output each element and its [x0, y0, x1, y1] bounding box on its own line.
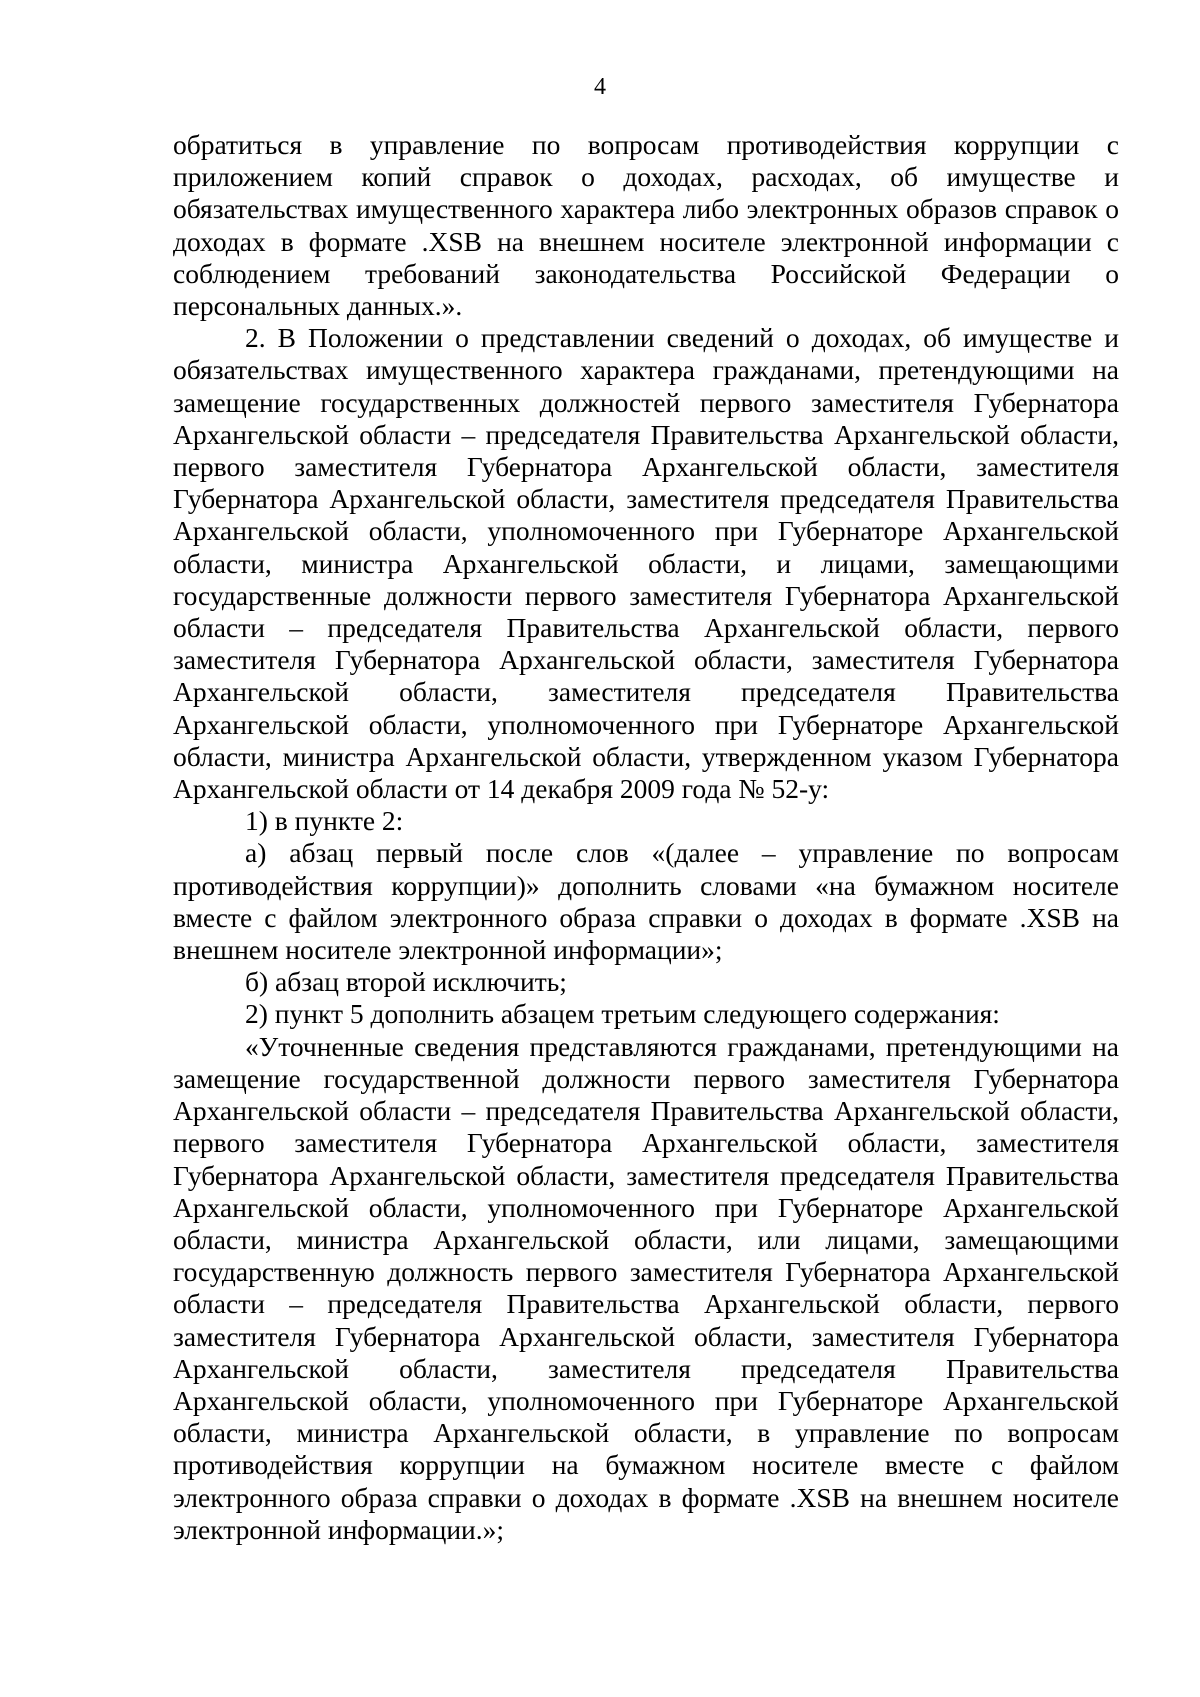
paragraph-subitem-2: 2) пункт 5 дополнить абзацем третьим следующего содержания:: [245, 998, 1000, 1030]
paragraph-subitem-b: б) абзац второй исключить;: [245, 966, 567, 998]
paragraph-item-2: 2. В Положении о представлении сведений о доходах, об имуществе и обязательствах имущественного характера гражданами, претендующими на замещение государственных должностей первого заместителя Губернатора Архангельской области – председателя Правительства Архангельской области, первого заместителя Губернатора Архангельской области, заместителя Губернатора Архангельской области, заместителя председателя Правительства Архангельской области, уполномоченного при Губернаторе Архангельской области, министра Архангельской области, и лицами, замещающими государственные должности первого заместителя Губернатора Архангельской области – председателя Правительства Архангельской области, первого заместителя Губернатора Архангельской области, заместителя Губернатора Архангельской области, заместителя председателя Правительства Архангельской области, уполномоченного при Губернаторе Архангельской области, министра Архангельской области, утвержденном указом Губернатора Архангельской области от 14 декабря 2009 года № 52-у:: [173, 322, 1119, 805]
paragraph-quoted-text: «Уточненные сведения представляются гражданами, претендующими на замещение государственной должности первого заместителя Губернатора Архангельской области – председателя Правительства Архангельской области, первого заместителя Губернатора Архангельской области, заместителя Губернатора Архангельской области, заместителя председателя Правительства Архангельской области, уполномоченного при Губернаторе Архангельской области, министра Архангельской области, или лицами, замещающими государственную должность первого заместителя Губернатора Архангельской области – председателя Правительства Архангельской области, первого заместителя Губернатора Архангельской области, заместителя Губернатора Архангельской области, заместителя председателя Правительства Архангельской области, уполномоченного при Губернаторе Архангельской области, министра Архангельской области, в управление по вопросам противодействия коррупции на бумажном носителе вместе с файлом электронного образа справки о доходах в формате .XSB на внешнем носителе электронной информации.»;: [173, 1030, 1119, 1545]
document-body: [173, 129, 1119, 1546]
paragraph-continuation: обратиться в управление по вопросам противодействия коррупции с приложением копий справок о доходах, расходах, об имуществе и обязательствах имущественного характера либо электронных образов справок о доходах в формате .XSB на внешнем носителе электронной информации с соблюдением требований законодательства Российской Федерации о персональных данных.».: [173, 129, 1119, 322]
paragraph-subitem-a: а) абзац первый после слов «(далее – управление по вопросам противодействия коррупции)» дополнить словами «на бумажном носителе вместе с файлом электронного образа справки о доходах в формате .XSB на внешнем носителе электронной информации»;: [173, 837, 1119, 966]
page-number: 4: [594, 74, 606, 100]
paragraph-subitem-1: 1) в пункте 2:: [245, 805, 404, 837]
